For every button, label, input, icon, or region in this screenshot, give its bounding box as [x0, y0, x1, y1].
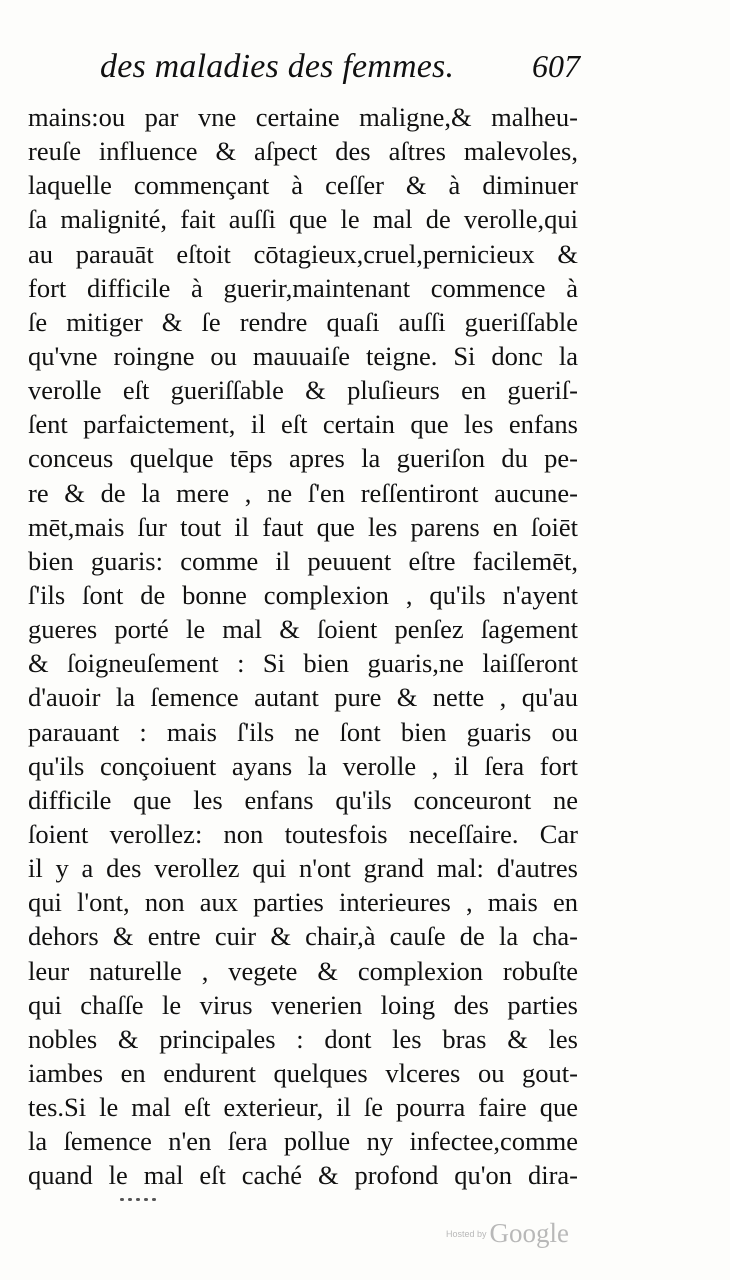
text-line: gueres porté le mal & ſoient penſez ſagement — [28, 614, 578, 645]
text-line: ſoient verollez: non toutesfois neceſſaire. Car — [28, 818, 578, 849]
text-line: fort difficile à guerir,maintenant commence à — [28, 272, 578, 303]
text-line: re & de la mere , ne ſ'en reſſentiront aucune- — [28, 477, 578, 508]
text-line: iambes en endurent quelques vlceres ou gout- — [28, 1057, 578, 1088]
text-line: mains:ou par vne certaine maligne,& malheu- — [28, 102, 578, 132]
text-line: difficile que les enfans qu'ils conceuront ne — [28, 784, 578, 815]
text-line: tes.Si le mal eſt exterieur, il ſe pourra faire que — [28, 1092, 578, 1123]
text-line: qu'vne roingne ou mauuaiſe teigne. Si donc la — [28, 340, 578, 371]
text-line: qui l'ont, non aux parties interieures , mais en — [28, 887, 578, 918]
text-line: ſent parfaictement, il eſt certain que les enfans — [28, 409, 578, 440]
text-line: mēt,mais ſur tout il faut que les parens en ſoiēt — [28, 511, 578, 542]
text-line: quand le mal eſt caché & profond qu'on dira- — [28, 1160, 578, 1191]
text-line: laquelle commençant à ceſſer & à diminuer — [28, 170, 578, 201]
text-line: leur naturelle , vegete & complexion robuſte — [28, 955, 578, 986]
google-logo-text: Google — [489, 1218, 570, 1248]
text-line: qu'ils conçoiuent ayans la verolle , il ſera fort — [28, 750, 578, 781]
text-line: nobles & principales : dont les bras & les — [28, 1023, 578, 1054]
text-line: ſ'ils ſont de bonne complexion , qu'ils n'ayent — [28, 579, 578, 610]
text-line: au parauāt eſtoit cōtagieux,cruel,pernicieux & — [28, 238, 578, 269]
text-line: d'auoir la ſemence autant pure & nette , qu'au — [28, 682, 578, 713]
page-number: 607 — [532, 48, 580, 84]
hosted-by-label: Hosted by — [446, 1228, 487, 1239]
text-line: conceus quelque tēps apres la gueriſon du pe- — [28, 443, 578, 474]
text-line: qui chaſſe le virus venerien loing des parties — [28, 989, 578, 1020]
text-line: il y a des verollez qui n'ont grand mal: d'autres — [28, 853, 578, 884]
google-watermark — [446, 1218, 569, 1254]
text-line: ſa malignité, fait auſſi que le mal de verolle,qui — [28, 204, 578, 235]
text-line: ſe mitiger & ſe rendre quaſi auſſi gueriſſable — [28, 306, 578, 337]
text-line: & ſoigneuſement : Si bien guaris,ne laiſſeront — [28, 648, 578, 679]
running-title: des maladies des femmes. — [100, 48, 455, 85]
body-text — [28, 100, 578, 1193]
running-head — [100, 48, 580, 88]
text-line: verolle eſt gueriſſable & pluſieurs en gueriſ- — [28, 375, 578, 406]
text-line: dehors & entre cuir & chair,à cauſe de la cha- — [28, 921, 578, 952]
ink-smudge — [120, 1188, 180, 1194]
text-line: reuſe influence & aſpect des aſtres malevoles, — [28, 136, 578, 167]
text-line: bien guaris: comme il peuuent eſtre facilemēt, — [28, 545, 578, 576]
text-line: parauant : mais ſ'ils ne ſont bien guaris ou — [28, 716, 578, 747]
text-line: la ſemence n'en ſera pollue ny infectee,comme — [28, 1126, 578, 1157]
